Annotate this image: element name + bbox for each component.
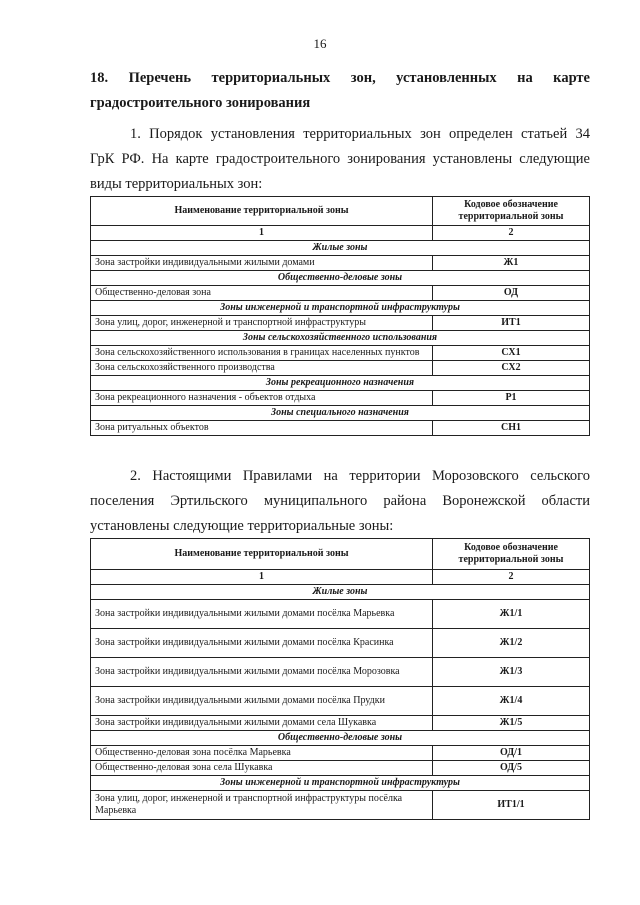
table-row (91, 746, 590, 761)
zone-group-title: Жилые зоны (91, 585, 590, 600)
zone-name: Зона застройки индивидуальными жилыми домами посёлка Красинка (91, 629, 433, 658)
paragraph-line: 1. Порядок установления территориальных зон определен статьей 34 (130, 126, 590, 142)
zone-code: ИТ1/1 (433, 791, 590, 820)
table-row (91, 716, 590, 731)
zone-group-row (91, 271, 590, 286)
table-row (91, 791, 590, 820)
zone-code: Ж1 (433, 256, 590, 271)
zone-name: Зона ритуальных объектов (91, 421, 433, 436)
zone-group-title: Зоны инженерной и транспортной инфраструктуры (91, 301, 590, 316)
zone-name: Зона сельскохозяйственного производства (91, 361, 433, 376)
table-row (91, 256, 590, 271)
zone-name: Зона застройки индивидуальными жилыми домами посёлка Морозовка (91, 658, 433, 687)
zone-group-row (91, 331, 590, 346)
table-row (91, 600, 590, 629)
zone-code: Ж1/5 (433, 716, 590, 731)
zone-group-row (91, 776, 590, 791)
section-heading-line: 18. Перечень территориальных зон, установленных на карте (90, 70, 590, 86)
zone-code: Ж1/1 (433, 600, 590, 629)
zone-group-row (91, 731, 590, 746)
zone-code: Ж1/3 (433, 658, 590, 687)
paragraph-2 (90, 464, 590, 539)
table-header-row (91, 197, 590, 226)
zone-group-title: Общественно-деловые зоны (91, 271, 590, 286)
zone-code: ОД/5 (433, 761, 590, 776)
zone-code: СН1 (433, 421, 590, 436)
column-header-code: Кодовое обозначение территориальной зоны (433, 197, 590, 226)
zone-code: Р1 (433, 391, 590, 406)
zone-group-title: Общественно-деловые зоны (91, 731, 590, 746)
section-heading (90, 66, 590, 116)
zone-group-row (91, 301, 590, 316)
table-row (91, 346, 590, 361)
paragraph-line: 2. Настоящими Правилами на территории Морозовского сельского (130, 468, 590, 484)
zone-group-row (91, 376, 590, 391)
zone-group-title: Зоны рекреационного назначения (91, 376, 590, 391)
zone-code: СХ2 (433, 361, 590, 376)
zone-code: ОД (433, 286, 590, 301)
zone-name: Зона застройки индивидуальными жилыми домами посёлка Марьевка (91, 600, 433, 629)
zone-group-row (91, 406, 590, 421)
table-row (91, 658, 590, 687)
table-row (91, 421, 590, 436)
page-number: 16 (313, 36, 327, 51)
zone-name: Зона застройки индивидуальными жилыми домами (91, 256, 433, 271)
table-row (91, 629, 590, 658)
column-number: 2 (433, 226, 590, 241)
zones-table-2-body (91, 539, 590, 820)
zone-name: Зона улиц, дорог, инженерной и транспортной инфраструктуры (91, 316, 433, 331)
zone-code: ИТ1 (433, 316, 590, 331)
table-row (91, 391, 590, 406)
zone-group-row (91, 585, 590, 600)
paragraph-line: виды территориальных зон: (90, 176, 263, 192)
table-row (91, 761, 590, 776)
zone-code: ОД/1 (433, 746, 590, 761)
table-header-row (91, 539, 590, 570)
zone-name: Зона застройки индивидуальными жилыми домами посёлка Прудки (91, 687, 433, 716)
zone-name: Зона застройки индивидуальными жилыми домами села Шукавка (91, 716, 433, 731)
column-number-row (91, 570, 590, 585)
column-number: 2 (433, 570, 590, 585)
zone-code: Ж1/2 (433, 629, 590, 658)
zone-group-title: Жилые зоны (91, 241, 590, 256)
paragraph-line: ГрК РФ. На карте градостроительного зонирования установлены следующие (90, 151, 590, 167)
zone-group-title: Зоны инженерной и транспортной инфраструктуры (91, 776, 590, 791)
zone-name: Общественно-деловая зона (91, 286, 433, 301)
column-header-name: Наименование территориальной зоны (91, 539, 433, 570)
zone-code: СХ1 (433, 346, 590, 361)
column-number-row (91, 226, 590, 241)
column-header-name: Наименование территориальной зоны (91, 197, 433, 226)
column-number: 1 (91, 570, 433, 585)
column-number: 1 (91, 226, 433, 241)
table-row (91, 687, 590, 716)
table-row (91, 286, 590, 301)
table-row (91, 361, 590, 376)
zone-code: Ж1/4 (433, 687, 590, 716)
zone-name: Зона рекреационного назначения - объектов отдыха (91, 391, 433, 406)
table-row (91, 316, 590, 331)
zone-group-row (91, 241, 590, 256)
zone-name: Общественно-деловая зона посёлка Марьевка (91, 746, 433, 761)
zone-name: Зона сельскохозяйственного использования в границах населенных пунктов (91, 346, 433, 361)
zones-table-1-body (91, 197, 590, 436)
paragraph-line: установлены следующие территориальные зоны: (90, 518, 394, 534)
zone-name: Общественно-деловая зона села Шукавка (91, 761, 433, 776)
zone-group-title: Зоны специального назначения (91, 406, 590, 421)
paragraph-1 (90, 122, 590, 197)
zone-group-title: Зоны сельскохозяйственного использования (91, 331, 590, 346)
zones-table-1 (90, 196, 590, 436)
column-header-code: Кодовое обозначение территориальной зоны (433, 539, 590, 570)
zone-name: Зона улиц, дорог, инженерной и транспортной инфраструктуры посёлка Марьевка (91, 791, 433, 820)
section-heading-line: градостроительного зонирования (90, 95, 311, 111)
zones-table-2 (90, 538, 590, 820)
paragraph-line: поселения Эртильского муниципального района Воронежской области (90, 493, 590, 509)
